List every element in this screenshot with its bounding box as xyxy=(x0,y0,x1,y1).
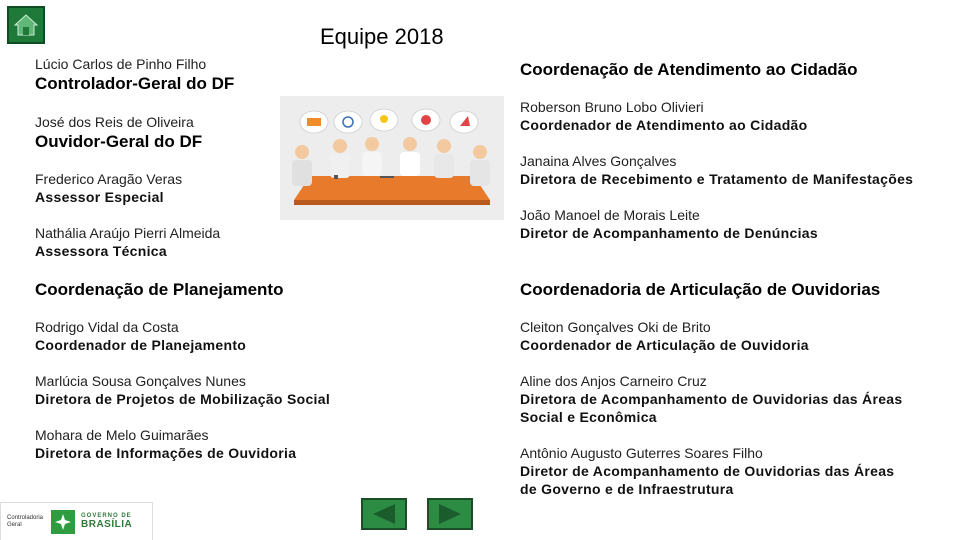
ombudsman-role: Ouvidor-Geral do DF xyxy=(35,132,203,151)
controladoria-logo-text: Controladoria Geral xyxy=(7,514,44,528)
arrow-right-icon xyxy=(435,502,465,526)
member-role: Assessora Técnica xyxy=(35,243,167,259)
member-name: Nathália Araújo Pierri Almeida xyxy=(35,225,221,241)
member-role: Diretora de Recebimento e Tratamento de Manifestações xyxy=(520,171,914,187)
member-block xyxy=(35,426,296,462)
gov-logo-bottom: BRASÍLIA xyxy=(81,519,133,530)
member-block xyxy=(520,318,809,354)
gov-brasilia-logo xyxy=(81,513,132,530)
member-block xyxy=(35,372,330,408)
member-role: Diretora de Informações de Ouvidoria xyxy=(35,445,297,461)
home-icon xyxy=(13,12,39,38)
member-name: Mohara de Melo Guimarães xyxy=(35,427,209,443)
page-title: Equipe 2018 xyxy=(320,24,444,49)
arrow-left-icon xyxy=(369,502,399,526)
previous-slide-button[interactable] xyxy=(361,498,407,530)
controller-role: Controlador-Geral do DF xyxy=(35,74,235,93)
member-name: Aline dos Anjos Carneiro Cruz xyxy=(520,373,707,389)
member-role: Diretor de Acompanhamento de Ouvidorias das Áreas xyxy=(520,463,895,479)
member-block xyxy=(35,224,220,260)
member-block xyxy=(520,372,902,426)
member-name: Marlúcia Sousa Gonçalves Nunes xyxy=(35,373,246,389)
member-role: de Governo e de Infraestrutura xyxy=(520,481,734,497)
member-role: Assessor Especial xyxy=(35,189,164,205)
member-role: Diretor de Acompanhamento de Denúncias xyxy=(520,225,818,241)
member-block xyxy=(520,98,807,134)
member-block xyxy=(520,206,818,242)
team-meeting-illustration xyxy=(280,96,504,220)
member-role: Diretora de Acompanhamento de Ouvidorias das Áreas xyxy=(520,391,903,407)
member-role: Coordenador de Articulação de Ouvidoria xyxy=(520,337,809,353)
member-block xyxy=(35,318,246,354)
section-title-planning: Coordenação de Planejamento xyxy=(35,280,284,299)
member-name: Roberson Bruno Lobo Olivieri xyxy=(520,99,704,115)
brasilia-emblem-icon xyxy=(51,510,75,534)
member-name: Cleiton Gonçalves Oki de Brito xyxy=(520,319,711,335)
member-block xyxy=(35,170,182,206)
member-name: Frederico Aragão Veras xyxy=(35,171,183,187)
next-slide-button[interactable] xyxy=(427,498,473,530)
footer-logo xyxy=(0,502,153,540)
member-block xyxy=(520,152,913,188)
member-block xyxy=(520,444,894,498)
section-title-citizen: Coordenação de Atendimento ao Cidadão xyxy=(520,60,858,79)
member-name: João Manoel de Morais Leite xyxy=(520,207,700,223)
member-name: Rodrigo Vidal da Costa xyxy=(35,319,179,335)
gov-logo-top: GOVERNO DE xyxy=(81,513,132,519)
member-role: Social e Econômica xyxy=(520,409,657,425)
member-role: Diretora de Projetos de Mobilização Social xyxy=(35,391,331,407)
section-title-articulation: Coordenadoria de Articulação de Ouvidorias xyxy=(520,280,881,299)
controller-name: Lúcio Carlos de Pinho Filho xyxy=(35,56,207,72)
home-button[interactable] xyxy=(7,6,45,44)
ombudsman-name: José dos Reis de Oliveira xyxy=(35,114,194,130)
member-name: Janaina Alves Gonçalves xyxy=(520,153,677,169)
member-role: Coordenador de Planejamento xyxy=(35,337,247,353)
member-name: Antônio Augusto Guterres Soares Filho xyxy=(520,445,763,461)
member-role: Coordenador de Atendimento ao Cidadão xyxy=(520,117,808,133)
